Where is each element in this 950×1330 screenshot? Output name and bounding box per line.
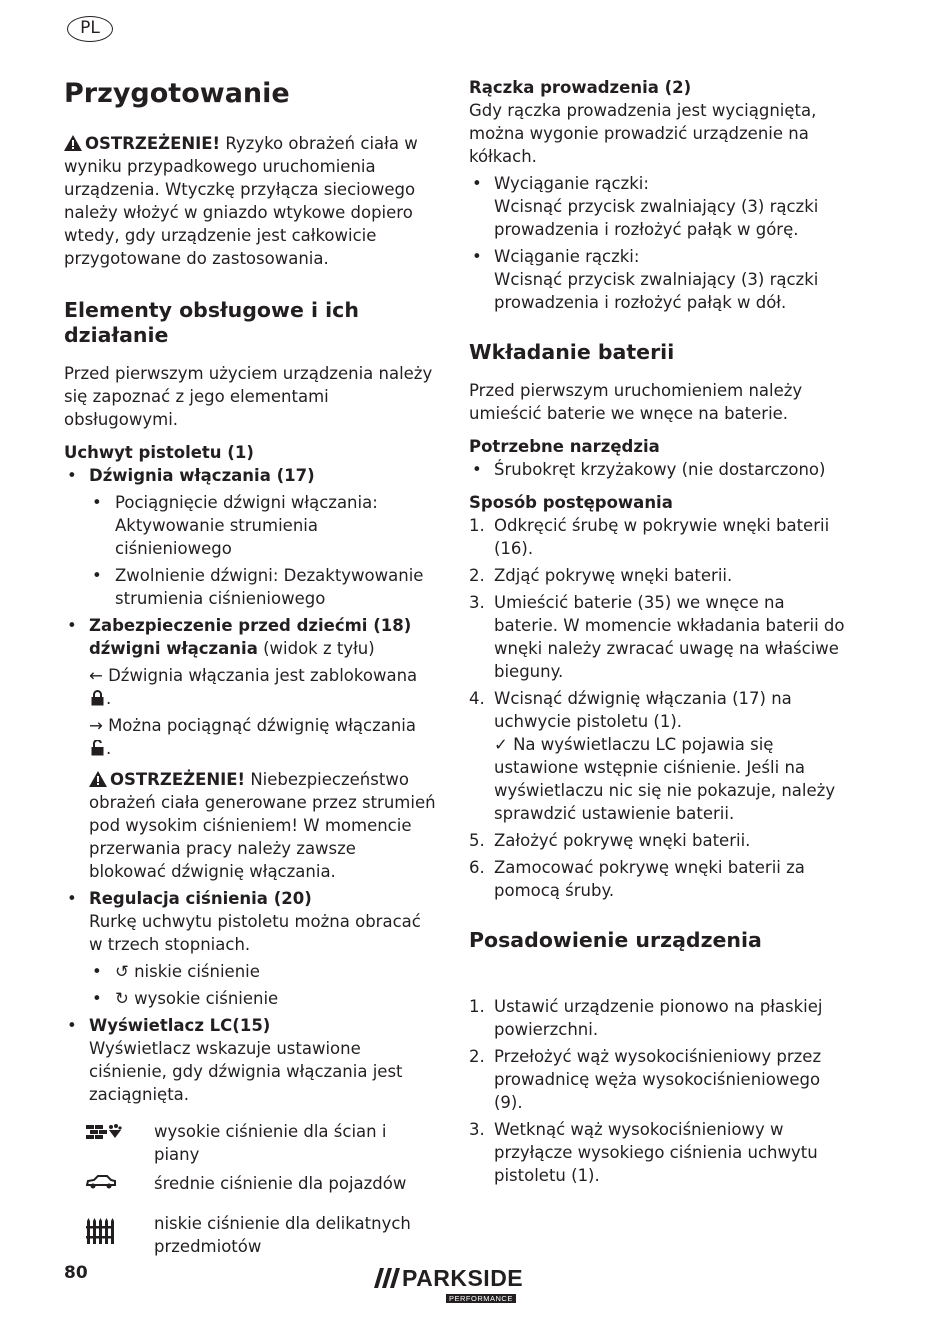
bullet: • [67,1016,77,1035]
handle-item-label: Wyciąganie rączki: [494,174,649,193]
rotate-ccw-icon: ↺ [115,962,129,981]
list-item [64,960,436,983]
step-item: 2. Zdjąć pokrywę wnęki baterii. [469,566,733,585]
bullet: • [92,989,102,1008]
list-item [64,987,436,1010]
list-item [469,458,849,481]
lock-open-icon [91,740,104,756]
rotate-cw-icon: ↻ [115,989,129,1008]
bullet: • [67,466,77,485]
warning-triangle-icon [64,135,82,151]
mode-text: wysokie ciśnienie dla ścian i piany [154,1122,387,1164]
step-item: 5. Założyć pokrywę wnęki baterii. [469,831,751,850]
warning-text: Niebezpieczeństwo obrażeń ciała generowane przez strumień pod wysokim ciśnieniem! W momencie przerwania pracy należy zawsze blokować dźwignię włączania. [89,770,436,881]
brand-slashes-icon [374,1268,400,1288]
step-item: 3. Umieścić baterie (35) we wnęce na baterie. W momencie wkładania baterii do wnęki należy zwracać uwagę na właściwe bieguny. [469,593,845,681]
pressure-title: Regulacja ciśnienia (20) [89,889,312,908]
mode-row-high [64,1120,436,1166]
arrow-right-icon: → [89,716,103,735]
step-item: 1. Ustawić urządzenie pionowo na płaskiej powierzchni. [469,997,823,1039]
display-text: Wyświetlacz wskazuje ustawione ciśnienie, gdy dźwignia włączania jest zaciągnięta. [89,1039,403,1104]
warning-triangle-icon [89,771,107,787]
mode-row-low [64,1212,436,1258]
step-item: 6. Zamocować pokrywę wnęki baterii za pomocą śruby. [469,858,805,900]
mode-row-medium [64,1172,436,1206]
list-item [64,464,436,487]
bullet: • [92,962,102,981]
wall-foam-icon [86,1123,122,1139]
right-column [469,76,849,1191]
mode-text: niskie ciśnienie dla delikatnych przedmiotów [154,1214,411,1256]
trigger-title: Dźwignia włączania (17) [89,466,315,485]
step-text: Umieścić baterie (35) we wnęce na baterie. W momencie wkładania baterii do wnęki należy zwracać uwagę na właściwe bieguny. [494,593,845,681]
handle-item-text: Wcisnąć przycisk zwalniający (3) rączki prowadzenia i rozłożyć pałąk w górę. [494,197,819,239]
page-title: Przygotowanie [64,78,290,109]
section-title-battery: Wkładanie baterii [469,340,675,364]
brand-logo [374,1266,529,1306]
step-result [469,733,849,825]
pressure-text: Rurkę uchwytu pistoletu można obracać w trzech stopniach. [89,912,421,954]
period: . [106,739,112,758]
left-column [64,76,436,1264]
battery-intro: Przed pierwszym uruchomieniem należy umieścić baterie we wnęce na baterie. [469,381,803,423]
child-lock-unlocked [64,714,436,760]
fence-icon [86,1218,114,1244]
language-badge: PL [67,16,113,42]
bullet: • [67,889,77,908]
list-item [469,245,849,314]
step-item: 2. Przełożyć wąż wysokociśnieniowy przez prowadnicę węża wysokociśnieniowego (9). [469,1047,822,1112]
section-title-setup: Posadowienie urządzenia [469,928,762,952]
locked-text: Dźwignia włączania jest zablokowana [102,666,418,685]
child-lock-title: Zabezpieczenie przed dziećmi (18) dźwigni włączania [89,616,412,658]
list-item [469,172,849,241]
procedure-heading: Sposób postępowania [469,493,673,512]
handle-item-label: Wciąganie rączki: [494,247,640,266]
warning-paragraph [64,132,436,270]
list-item [64,887,436,956]
warning-paragraph-2 [64,768,436,883]
step-text: Przełożyć wąż wysokociśnieniowy przez prowadnicę węża wysokociśnieniowego (9). [494,1047,822,1112]
list-item [64,491,436,560]
bullet: • [92,566,102,585]
unlocked-text: Można pociągnąć dźwignię włączania [102,716,416,735]
lock-closed-icon [91,690,104,706]
mode-text: średnie ciśnienie dla pojazdów [154,1174,407,1193]
step-text: Ustawić urządzenie pionowo na płaskiej powierzchni. [494,997,823,1039]
display-title: Wyświetlacz LC(15) [89,1016,271,1035]
child-lock-locked [64,664,436,710]
bullet: • [472,174,482,193]
page-number: 80 [64,1263,88,1283]
handle-title: Rączka prowadzenia (2) [469,78,692,97]
grip-heading: Uchwyt pistoletu (1) [64,443,254,462]
step-text: Odkręcić śrubę w pokrywie wnęki baterii (16). [494,516,830,558]
bullet: • [67,616,77,635]
brand-tag: PERFORMANCE [446,1294,516,1303]
brand-name: PARKSIDE [402,1265,524,1291]
list-item [64,614,436,660]
trigger-item-pull: Pociągnięcie dźwigni włączania: Aktywowanie strumienia ciśnieniowego [115,493,378,558]
step-text: Założyć pokrywę wnęki baterii. [494,831,751,850]
list-item [64,564,436,610]
bullet: • [472,247,482,266]
check-icon: ✓ [494,735,508,754]
warning-label: OSTRZEŻENIE! [85,134,221,153]
step-text: Wetknąć wąż wysokociśnieniowy w przyłącze wysokiego ciśnienia uchwytu pistoletu (1). [494,1120,818,1185]
pressure-high: wysokie ciśnienie [134,989,279,1008]
child-lock-title-note: (widok z tyłu) [257,639,375,658]
step-text: Wcisnąć dźwignię włączania (17) na uchwycie pistoletu (1). [494,689,792,731]
warning-label: OSTRZEŻENIE! [110,770,246,789]
warning-text: Ryzyko obrażeń ciała w wyniku przypadkowego uruchomienia urządzenia. Wtyczkę przyłącza sieciowego należy włożyć w gniazdo wtykowe dopiero wtedy, gdy urządzenie jest całkowicie przygotowane do zastosowania. [64,134,418,268]
bullet: • [92,493,102,512]
step-item: 3. Wetknąć wąż wysokociśnieniowy w przyłącze wysokiego ciśnienia uchwytu pistoletu (1). [469,1120,818,1185]
tool-item: Śrubokręt krzyżakowy (nie dostarczono) [494,460,826,479]
handle-item-text: Wcisnąć przycisk zwalniający (3) rączki prowadzenia i rozłożyć pałąk w dół. [494,270,819,312]
step-item: 1. Odkręcić śrubę w pokrywie wnęki baterii (16). [469,516,830,558]
step-result-text: Na wyświetlaczu LC pojawia się ustawione wstępnie ciśnienie. Jeśli na wyświetlaczu nic się nie pokazuje, należy sprawdzić ustawienie baterii. [494,735,836,823]
bullet: • [472,460,482,479]
step-text: Zamocować pokrywę wnęki baterii za pomocą śruby. [494,858,805,900]
tools-heading: Potrzebne narzędzia [469,437,660,456]
period: . [106,689,112,708]
step-item: 4. Wcisnąć dźwignię włączania (17) na uchwycie pistoletu (1). [469,689,792,731]
pressure-low: niskie ciśnienie [134,962,260,981]
controls-intro: Przed pierwszym użyciem urządzenia należy się zapoznać z jego elementami obsługowymi. [64,364,433,429]
step-text: Zdjąć pokrywę wnęki baterii. [494,566,733,585]
car-icon [86,1175,116,1189]
list-item [64,1014,436,1106]
section-title-controls: Elementy obsługowe i ich działanie [64,298,359,347]
trigger-item-release: Zwolnienie dźwigni: Dezaktywowanie strumienia ciśnieniowego [115,566,424,608]
arrow-left-icon: ← [89,666,103,685]
handle-text: Gdy rączka prowadzenia jest wyciągnięta, można wygonie prowadzić urządzenie na kółkach. [469,101,817,166]
